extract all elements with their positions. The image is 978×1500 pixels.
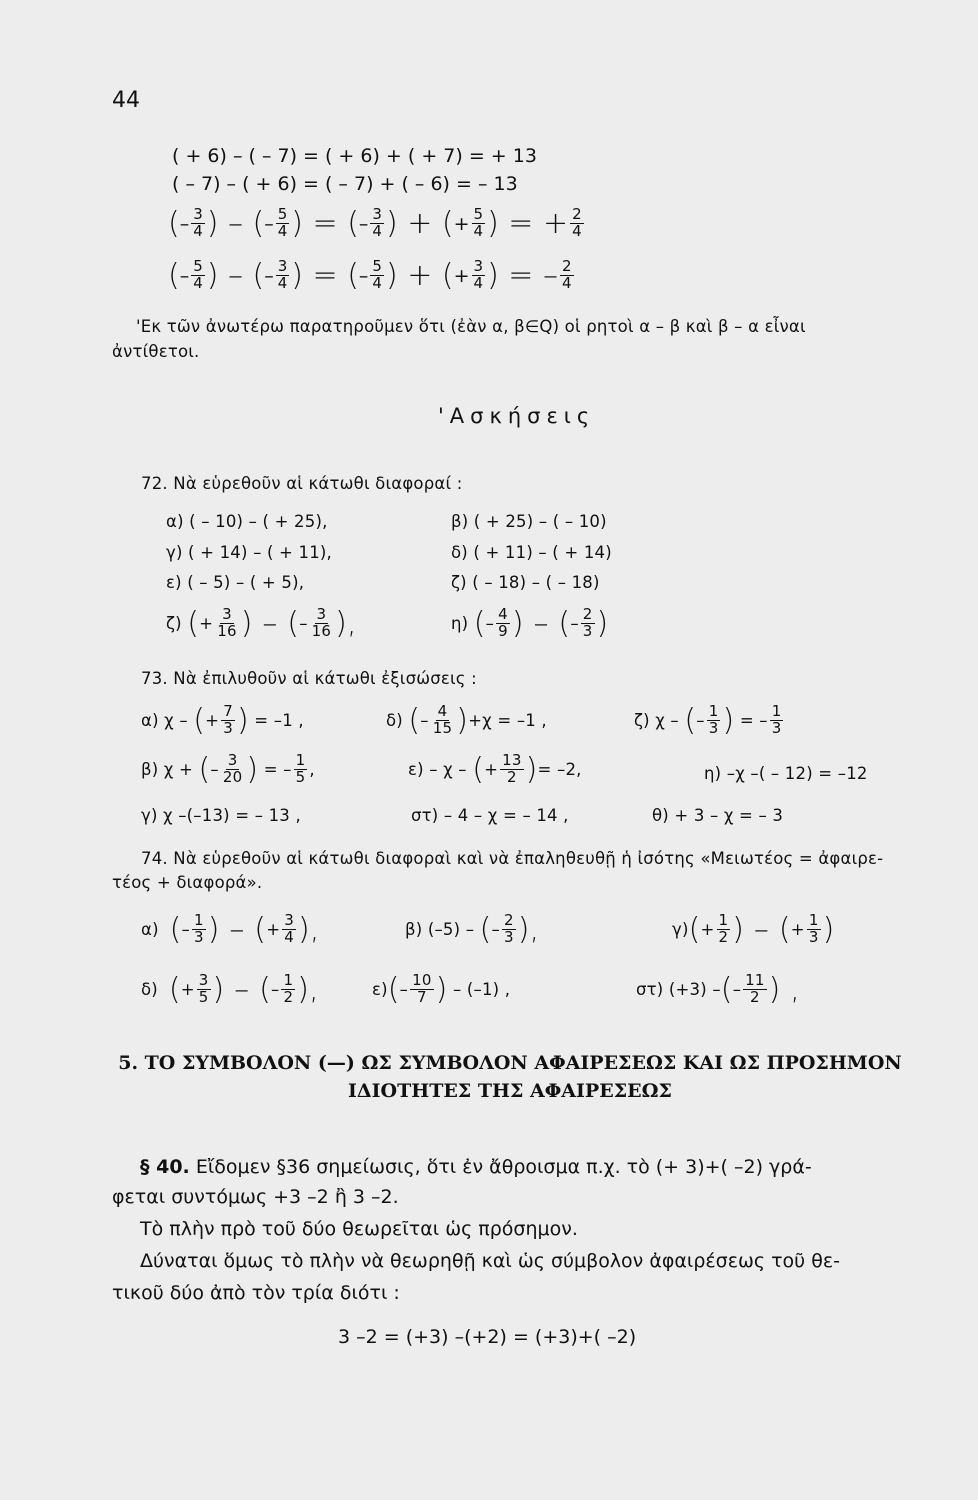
exercise-74-b xyxy=(405,912,539,947)
item-label: δ) xyxy=(386,711,403,730)
denominator: 4 xyxy=(473,222,484,240)
denominator: 4 xyxy=(277,274,288,292)
equation-rhs: = – xyxy=(739,711,768,730)
numerator: 1 xyxy=(193,911,204,930)
paren: ) xyxy=(822,912,835,947)
sign: – xyxy=(491,920,500,939)
sign: – xyxy=(179,264,190,287)
exercise-73-z xyxy=(634,703,785,738)
page-number: 44 xyxy=(112,88,140,113)
item-label: γ) xyxy=(672,920,689,939)
sign: – xyxy=(264,212,274,235)
minuend: (–5) – xyxy=(427,920,475,939)
exercise-74-st xyxy=(636,972,800,1007)
numerator: 3 xyxy=(473,257,484,276)
numerator: 11 xyxy=(745,971,765,990)
exercise-73-b xyxy=(141,752,315,787)
sign: + xyxy=(484,760,499,779)
paren: ) xyxy=(525,752,538,787)
numerator: 1 xyxy=(295,751,306,770)
minuend: (+3) – xyxy=(668,980,721,999)
fraction xyxy=(221,704,235,737)
denominator: 4 xyxy=(473,274,484,292)
paren: ( xyxy=(198,752,211,787)
paren: ), xyxy=(297,972,319,1007)
sign: + xyxy=(180,980,195,999)
paren: ( xyxy=(168,972,181,1007)
numerator: 4 xyxy=(498,605,508,624)
exercise-73-h: η) –χ –( – 12) = –12 xyxy=(704,764,868,783)
denominator: 4 xyxy=(372,274,382,292)
denominator: 3 xyxy=(503,928,514,946)
conclusion-line-2: ἀντίθετοι. xyxy=(112,342,200,361)
denominator: 4 xyxy=(277,222,288,240)
exercise-74-e xyxy=(372,972,510,1007)
paragraph-40-line-2: φεται συντόμως +3 –2 ἢ 3 –2. xyxy=(112,1186,399,1208)
exercise-73-title: 73. Νὰ ἐπιλυθοῦν αἱ κάτωθι ἐξισώσεις : xyxy=(141,669,477,688)
paren: ( xyxy=(169,912,182,947)
operator: ) – ( xyxy=(212,972,271,1007)
paragraph-subtraction-line-1: Δύναται ὅμως τὸ πλὴν νὰ θεωρηθῇ καὶ ὡς σύμβολον ἀφαιρέσεως τοῦ θε- xyxy=(140,1250,840,1272)
numerator: 1 xyxy=(283,971,294,990)
operator: ) – ( xyxy=(206,206,265,241)
fraction xyxy=(472,259,486,292)
sign: – xyxy=(358,212,369,235)
denominator: 3 xyxy=(708,719,719,737)
paragraph-number: § 40. xyxy=(140,1156,190,1178)
denominator: 3 xyxy=(582,622,593,640)
item-label: β) xyxy=(405,920,423,939)
exercise-74-title-line-2: τέος + διαφορά». xyxy=(112,873,263,892)
fraction xyxy=(221,753,245,786)
denominator: 3 xyxy=(808,928,819,946)
exercise-73-c: γ) χ –(–13) = – 13 , xyxy=(141,806,301,825)
sign: – xyxy=(399,980,409,999)
paren: ( xyxy=(408,703,421,738)
paren: ), xyxy=(297,912,320,947)
comma: , xyxy=(309,760,315,779)
item-label: δ) xyxy=(141,980,158,999)
exercise-72-title: 72. Νὰ εὑρεθοῦν αἱ κάτωθι διαφοραί : xyxy=(141,474,463,493)
sign: – xyxy=(179,212,190,235)
paren: ( xyxy=(688,912,701,947)
operator: ) – ( xyxy=(511,606,571,641)
exercise-72-h xyxy=(451,606,608,641)
numerator: 2 xyxy=(561,257,572,276)
paragraph-text: Εἴδομεν §36 σημείωσις, ὅτι ἐν ἄθροισμα π.χ. τὸ (+ 3)+( –2) γρά- xyxy=(189,1156,812,1178)
fraction xyxy=(282,913,296,946)
numerator: 3 xyxy=(277,257,288,276)
equation-rhs: = – xyxy=(263,760,292,779)
denominator: 4 xyxy=(572,222,582,240)
sign: – xyxy=(358,264,369,287)
exercise-74-d xyxy=(141,972,319,1007)
paren: ( xyxy=(684,703,697,738)
item-label: β) χ + xyxy=(141,760,194,779)
denominator: 3 xyxy=(771,719,782,737)
operator: ) – ( xyxy=(206,258,265,293)
fraction xyxy=(717,913,731,946)
numerator: 5 xyxy=(193,257,203,276)
sign: – xyxy=(299,614,308,633)
paren: ( xyxy=(720,972,733,1007)
sign: – xyxy=(696,711,705,730)
item-label: α) xyxy=(141,920,159,939)
numerator: 2 xyxy=(582,605,593,624)
denominator: 4 xyxy=(561,274,572,292)
exercises-heading: 'Ασκήσεις xyxy=(438,404,596,428)
operator: ) + ( xyxy=(385,206,454,241)
operator: ) – ( xyxy=(732,912,791,947)
exercise-72-g xyxy=(166,606,357,641)
operator: ) – ( xyxy=(207,912,267,947)
exercise-72-e: ε) ( – 5) – ( + 5), xyxy=(166,573,305,592)
denominator: 4 xyxy=(193,222,203,240)
sign: – xyxy=(570,614,579,633)
paren: ( xyxy=(187,606,200,641)
numerator: 3 xyxy=(284,911,294,930)
sign: – xyxy=(181,920,190,939)
fraction xyxy=(370,259,384,292)
numerator: 7 xyxy=(223,702,233,721)
sign: + xyxy=(453,264,470,287)
exercise-72-f: ζ) ( – 18) – ( – 18) xyxy=(451,573,600,592)
final-equation: 3 –2 = (+3) –(+2) = (+3)+( –2) xyxy=(338,1326,637,1348)
item-label: ζ) χ – xyxy=(634,711,679,730)
exercise-73-a xyxy=(141,703,304,738)
exercise-73-th: θ) + 3 – χ = – 3 xyxy=(652,806,784,825)
paren: ) xyxy=(596,606,609,641)
paragraph-subtraction-line-2: τικοῦ δύο ἀπὸ τὸν τρία διότι : xyxy=(112,1282,400,1304)
denominator: 2 xyxy=(750,988,760,1006)
fraction xyxy=(281,973,295,1006)
exercise-74-c xyxy=(672,912,834,947)
denominator: 20 xyxy=(222,768,243,786)
paren: ) xyxy=(236,703,249,738)
denominator: 16 xyxy=(311,622,332,640)
item-label: η) xyxy=(451,614,469,633)
denominator: 2 xyxy=(718,928,729,946)
sign: + xyxy=(453,212,470,235)
fraction xyxy=(570,207,584,240)
denominator: 4 xyxy=(284,928,294,946)
equation-1: ( + 6) – ( – 7) = ( + 6) + ( + 7) = + 13 xyxy=(172,145,537,167)
numerator: 3 xyxy=(222,605,232,624)
paren: ( xyxy=(168,206,180,241)
exercise-73-e xyxy=(408,752,582,787)
denominator: 3 xyxy=(193,928,204,946)
numerator: 10 xyxy=(412,971,432,990)
conclusion-line-1: 'Εκ τῶν ἀνωτέρω παρατηροῦμεν ὅτι (ἐὰν α, β∈Q) οἱ ρητοὶ α – β καὶ β – α εἶναι xyxy=(136,317,806,336)
exercise-73-d xyxy=(386,703,547,738)
equation-rhs: = –2, xyxy=(537,760,582,779)
exercise-72-a: α) ( – 10) – ( + 25), xyxy=(166,512,328,531)
operator: ) = – xyxy=(487,258,558,293)
sign: + xyxy=(205,711,220,730)
paren: ( xyxy=(168,258,180,293)
exercise-73-st: στ) – 4 – χ = – 14 , xyxy=(411,806,569,825)
sign: – xyxy=(210,760,219,779)
numerator: 1 xyxy=(808,911,819,930)
sign: – xyxy=(485,614,495,633)
paren: ) , xyxy=(768,972,801,1007)
paren: ( xyxy=(479,912,492,947)
fraction xyxy=(500,753,524,786)
numerator: 2 xyxy=(503,911,514,930)
exercise-74-a xyxy=(141,912,320,947)
fraction xyxy=(192,913,206,946)
fraction xyxy=(707,704,721,737)
fraction xyxy=(472,207,486,240)
paren: ( xyxy=(472,752,485,787)
numerator: 5 xyxy=(277,205,288,224)
sign: + xyxy=(266,920,281,939)
equation-4 xyxy=(168,258,576,293)
operator: ) + ( xyxy=(385,258,454,293)
numerator: 2 xyxy=(572,205,582,224)
equation-3 xyxy=(168,206,586,241)
numerator: 5 xyxy=(372,257,382,276)
denominator: 3 xyxy=(223,719,233,737)
operator: ) = ( xyxy=(291,206,359,241)
fraction xyxy=(431,704,455,737)
paren: ), xyxy=(517,912,540,947)
operator: ) = + xyxy=(487,206,569,241)
exercise-72-b: β) ( + 25) – ( – 10) xyxy=(451,512,607,531)
operator: ) – ( xyxy=(240,606,300,641)
exercise-72-d: δ) ( + 11) – ( + 14) xyxy=(451,543,612,562)
fraction xyxy=(743,973,767,1006)
fraction xyxy=(807,913,821,946)
fraction xyxy=(310,607,334,640)
sign: + xyxy=(199,614,214,633)
item-label: α) χ – xyxy=(141,711,188,730)
denominator: 5 xyxy=(295,768,306,786)
denominator: 4 xyxy=(372,222,382,240)
numerator: 1 xyxy=(708,702,719,721)
numerator: 3 xyxy=(316,605,327,624)
exercise-74-title-line-1: 74. Νὰ εὑρεθοῦν αἱ κάτωθι διαφοραὶ καὶ νὰ ἐπαληθευθῇ ἡ ἰσότης «Μειωτέος = ἀφαιρε- xyxy=(141,849,884,868)
numerator: 3 xyxy=(193,205,203,224)
sign: – xyxy=(271,980,280,999)
numerator: 1 xyxy=(718,911,729,930)
equation-rhs: +χ = –1 , xyxy=(468,711,547,730)
denominator: 16 xyxy=(217,622,237,640)
fraction xyxy=(215,607,239,640)
fraction xyxy=(294,753,308,786)
subtrahend: – (–1) , xyxy=(452,980,511,999)
section-title-line-2: ΙΔΙΟΤΗΤΕΣ ΤΗΣ ΑΦΑΙΡΕΣΕΩΣ xyxy=(348,1080,672,1102)
numerator: 13 xyxy=(502,751,522,770)
fraction xyxy=(191,207,205,240)
numerator: 5 xyxy=(473,205,484,224)
fraction xyxy=(276,259,290,292)
operator: ) = ( xyxy=(291,258,359,293)
numerator: 3 xyxy=(372,205,382,224)
fraction xyxy=(410,973,434,1006)
denominator: 7 xyxy=(417,988,427,1006)
paragraph-40-line-1 xyxy=(140,1156,812,1178)
sign: + xyxy=(700,920,715,939)
paragraph-sign: Τὸ πλὴν πρὸ τοῦ δύο θεωρεῖται ὡς πρόσημον. xyxy=(140,1218,578,1240)
fraction xyxy=(370,207,384,240)
fraction xyxy=(502,913,516,946)
fraction xyxy=(197,973,211,1006)
section-title-line-1: 5. ΤΟ ΣΥΜΒΟΛΟΝ (—) ΩΣ ΣΥΜΒΟΛΟΝ ΑΦΑΙΡΕΣΕΩΣ ΚΑΙ ΩΣ ΠΡΟΣΗΜΟΝ xyxy=(118,1052,902,1074)
fraction xyxy=(496,607,510,640)
paren: ( xyxy=(387,972,400,1007)
sign: – xyxy=(732,980,742,999)
paren: ) xyxy=(435,972,448,1007)
equation-rhs: = –1 , xyxy=(254,711,304,730)
numerator: 3 xyxy=(198,971,209,990)
sign: – xyxy=(264,264,274,287)
item-label: ε) – χ – xyxy=(408,760,467,779)
paren: ) xyxy=(722,703,735,738)
fraction xyxy=(276,207,290,240)
denominator: 9 xyxy=(498,622,508,640)
paren: ( xyxy=(473,606,486,641)
paren: ) xyxy=(246,752,259,787)
denominator: 2 xyxy=(283,988,294,1006)
fraction xyxy=(770,704,784,737)
numerator: 4 xyxy=(437,702,448,721)
denominator: 2 xyxy=(507,768,517,786)
sign: – xyxy=(420,711,429,730)
exercise-72-c: γ) ( + 14) – ( + 11), xyxy=(166,543,333,562)
denominator: 4 xyxy=(193,274,203,292)
paren: ), xyxy=(335,606,357,641)
item-label: ζ) xyxy=(166,614,182,633)
paren: ( xyxy=(193,703,206,738)
fraction xyxy=(560,259,574,292)
equation-2: ( – 7) – ( + 6) = ( – 7) + ( – 6) = – 13 xyxy=(172,173,518,195)
item-label: ε) xyxy=(372,980,388,999)
denominator: 5 xyxy=(198,988,209,1006)
item-label: στ) xyxy=(636,980,664,999)
fraction xyxy=(191,259,205,292)
fraction xyxy=(581,607,595,640)
paren: ) xyxy=(456,703,469,738)
sign: + xyxy=(790,920,805,939)
numerator: 3 xyxy=(227,751,238,770)
denominator: 15 xyxy=(432,719,453,737)
numerator: 1 xyxy=(771,702,782,721)
